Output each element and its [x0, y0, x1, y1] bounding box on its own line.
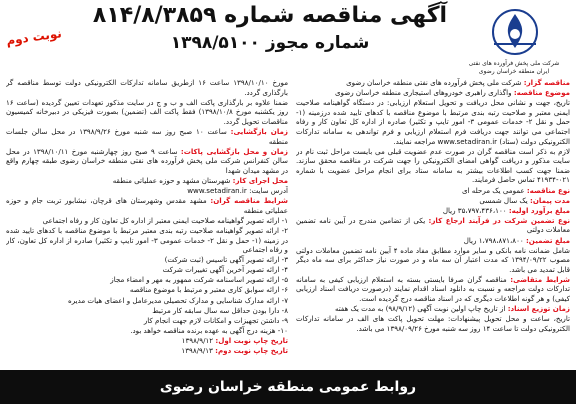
- section-text: شامل ضمانت نامه بانکی و سایر موارد مطابق مفاد ماده ۴ آیین نامه تضمین معاملات دولتی مصوب ۱۳۹۴/۰۹/۲۲ که مدت اعتبار آن سه ماه و در صورت نیاز حداکثر برای سه ماه دیگر قابل تمدید می باشد.: [296, 245, 570, 274]
- section-text: یک سال شمسی: [479, 195, 528, 205]
- paragraph: [6, 255, 288, 265]
- paragraph: [296, 236, 570, 246]
- section-text: یکی از تضامین مندرج در آیین نامه تضمین معاملات دولتی: [296, 215, 570, 235]
- paragraph: [6, 127, 288, 146]
- paragraph: [296, 246, 570, 275]
- section-label: تاریخ چاپ نوبت اول:: [215, 335, 288, 345]
- section-text: ساعت ۹ صبح روز چهارشنبه مورخ ۱۳۹۸/۱۰/۱۱ در محل سالن کنفرانس شرکت ملی پخش فرآورده های نفتی منطقه خراسان رضوی طبقه چهارم واقع در مشهد میدان شهدا: [6, 146, 288, 175]
- paragraph: [296, 78, 570, 88]
- section-text: شهرستان مشهد و حوزه عملیاتی منطقه: [112, 175, 231, 185]
- paragraph: [6, 316, 288, 326]
- footer-bar: [0, 370, 576, 404]
- section-text: ۹- داشتن تجهیزات و امکانات لازم جهت انجام کار: [143, 315, 288, 325]
- paragraph: [6, 306, 288, 316]
- section-label: مبلغ تضمین:: [525, 235, 570, 245]
- section-text: لازم به ذکر است مناقصه گران در صورت عدم عضویت قبلی می بایست مراحل ثبت نام در سایت مذکور و دریافت گواهی امضای الکترونیکی را جهت شرکت در مناقصه محقق سازند. ضمنا جهت کسب اطلاعات بیشتر به سامانه ستاد برای انجام مراحل عضویت با شماره ۰۲۱-۴۱۹۳۴ تماس حاصل فرمایند.: [296, 146, 570, 185]
- paragraph: [296, 98, 570, 146]
- section-text: ۱۳۹۸/۹/۱۳: [181, 346, 213, 356]
- section-text: ۱۳۹۸/۹/۱۲: [181, 335, 214, 345]
- section-text: مورخ ۱۳۹۸/۱۰/۱۰ ساعت ۱۶ ازطریق سامانه تدارکات الکترونیکی دولت توسط مناقصه گر بارگذاری گردد.: [6, 78, 288, 97]
- logo-caption: شرکت ملی پخش فرآورده های نفتی ایران منطقه خراسان رضوی: [468, 60, 560, 75]
- paragraph: [296, 196, 570, 206]
- section-text: ۳۵،۷۹۷،۴۳۶،۱۰۰ ریال: [442, 205, 507, 215]
- section-text: ۳- ارائه تصویر آگهی تاسیس (ثبت شرکت): [164, 255, 288, 265]
- section-label: نوع تضمین شرکت در فرآیند ارجاع کار:: [428, 215, 570, 225]
- section-text: از تاریخ چاپ اولین نوبت آگهی (۹۸/۹/۱۲) به مدت یک هفته: [334, 304, 506, 314]
- paragraph: [296, 314, 570, 333]
- paragraph: [6, 226, 288, 255]
- section-text: ۴- ارائه تصویر آخرین آگهی تغییرات شرکت: [162, 265, 288, 275]
- section-label: مدت پیمان:: [530, 195, 570, 205]
- section-text: ۱۰- هزینه درج آگهی به عهده برنده مناقصه خواهد بود.: [130, 325, 288, 335]
- section-label: محل اجرای کار:: [232, 175, 288, 185]
- paragraph: [296, 216, 570, 235]
- paragraph: [6, 78, 288, 97]
- paragraph: [6, 176, 288, 186]
- paragraph: [6, 147, 288, 176]
- section-text: ۱،۷۹۸،۸۷۱،۸۰۰ ریال: [463, 235, 524, 245]
- paragraph: [6, 216, 288, 226]
- paragraph: [296, 304, 570, 314]
- paragraph: [6, 275, 288, 285]
- section-label: شرایط مناقصه گران:: [210, 196, 288, 206]
- section-text: ۱- ارائه تصویر گواهینامه صلاحیت ایمنی معتبر از اداره کل تعاون کار و رفاه اجتماعی: [42, 215, 288, 225]
- section-label: تاریخ چاپ نوبت دوم:: [215, 346, 288, 356]
- paragraph: [6, 98, 288, 127]
- section-text: آدرس سایت: www.setadiran.ir: [187, 186, 288, 196]
- section-label: نوع مناقصه:: [526, 185, 570, 195]
- left-text-column: [6, 78, 288, 360]
- section-text: ۵- ارائه تصویر اساسنامه شرکت ممهور به مهر و امضاء مجاز: [110, 275, 288, 285]
- section-text: مناقصه گران صرفا بایستی بسته به استعلام ارزیابی کیفی به سامانه تدارکات دولت مراجعه و نسبت به دانلود اسناد اقدام نمایند (درصورت دریافت اسناد ارزیابی کیفی) و هر گونه اطلاعات دیگری که در اسناد مناقصه درج گردیده است.: [296, 274, 570, 304]
- paragraph: [6, 296, 288, 306]
- permit-number: شماره مجوز ۱۳۹۸/۵۱۰۰: [170, 33, 370, 53]
- section-label: موضوع مناقصه:: [513, 88, 570, 98]
- section-text: ضمنا علاوه بر بارگذاری پاکت الف و ب و ج در سایت مذکور تعهدات تعیین گردیده (ساعت ۱۶ روز یکشنبه مورخ ۱۳۹۸/۱۰/۸) فقط پاکت الف (تضمین) بصورت فیزیکی در دبیرخانه کمیسیون مناقصات تحویل گردد.: [6, 97, 288, 126]
- section-text: ۷- ارائه مدارک شناسایی و مدارک تحصیلی مدیرعامل و اعضای هیات مدیره: [68, 295, 288, 305]
- section-label: مناقصه گزار:: [523, 78, 570, 87]
- section-label: شرایط متقاضی:: [510, 274, 570, 284]
- paragraph: [6, 326, 288, 336]
- right-text-column: [296, 78, 570, 360]
- section-label: زمان و محل بازگشایی پاکات:: [180, 146, 288, 156]
- section-text: شرکت ملی پخش فرآورده های نفتی منطقه خراسان رضوی: [346, 78, 522, 87]
- section-text: مشهد مقدس وشهرستان های قرچان، نیشابور تربت جام و حوزه عملیاتی منطقه: [6, 196, 288, 215]
- company-logo-icon: [474, 4, 556, 64]
- section-text: ساعت ۱۰ صبح روز سه شنبه مورخ ۱۳۹۸/۹/۲۶ در محل سالن جلسات منطقه: [6, 126, 288, 146]
- paragraph: [6, 196, 288, 215]
- paragraph: [296, 275, 570, 304]
- paragraph: [296, 147, 570, 185]
- paragraph: [6, 265, 288, 275]
- page-title: آگهی مناقصه شماره ۸۱۴/۸/۳۸۵۹: [92, 3, 448, 28]
- paragraph: [6, 346, 288, 356]
- section-text: واگذاری راهبری خودروهای استیجاری منطقه خراسان رضوی: [334, 88, 512, 98]
- paragraph: [296, 186, 570, 196]
- section-text: ۲- ارائه تصویر گواهینامه صلاحیت رتبه بندی معتبر مرتبط با موضوع مناقصه با کدهای تایید شده در زمینه (۱- حمل و نقل ۲- خدمات عمومی ۳- امور تایپ و تکثیر) صادره از اداره کل تعاون، کار و رفاه اجتماعی: [6, 225, 288, 255]
- paragraph: [6, 336, 288, 346]
- section-text: ۶- ارائه سوابق کاری معتبر و مرتبط با موضوع مناقصه: [129, 285, 288, 295]
- second-print-stamp: نوبت دوم: [5, 26, 63, 48]
- paragraph: [6, 186, 288, 196]
- section-text: تاریخ، جهت و نشانی محل دریافت و تحویل استعلام ارزیابی: در دستگاه گواهینامه صلاحیت ایمنی معتبر و صلاحیت رتبه بندی مرتبط با موضوع مناقصه با کدهای تایید شده درزمینه (۱- حمل و نقل ۲- خدمات عمومی ۳- امور تایپ و تکثیر) صادره از اداره کل تعاون کار و رفاه اجتماعی می توانند جهت دریافت فرم استعلام ارزیابی و فرم تواندهی به سامانه تدارکات الکترونیکی دولت (ستاد) www.setadiran.ir مراجعه نمایند.: [296, 98, 570, 146]
- section-text: عمومی یک مرحله ای: [462, 185, 525, 195]
- section-label: مبلغ برآورد اولیه:: [508, 205, 570, 215]
- paragraph: [6, 285, 288, 295]
- section-text: ۸- دارا بودن حداقل سه سال سابقه کار مرتبط: [152, 305, 288, 315]
- section-text: تاریخ، ساعت و محل تحویل پیشنهادات: مهلت تحویل پاکت های الف در سامانه تدارکات الکترونیکی دولت تا ساعت ۱۴ روز سه شنبه مورخ ۱۳۹۸/۰۹/۲۶ می باشد.: [296, 314, 570, 333]
- section-label: زمان توزیع اسناد:: [507, 304, 570, 314]
- section-label: زمان بازگشایی:: [230, 126, 288, 136]
- footer-text: روابط عمومی منطقه خراسان رضوی: [159, 379, 417, 395]
- paragraph: [296, 88, 570, 98]
- paragraph: [296, 206, 570, 216]
